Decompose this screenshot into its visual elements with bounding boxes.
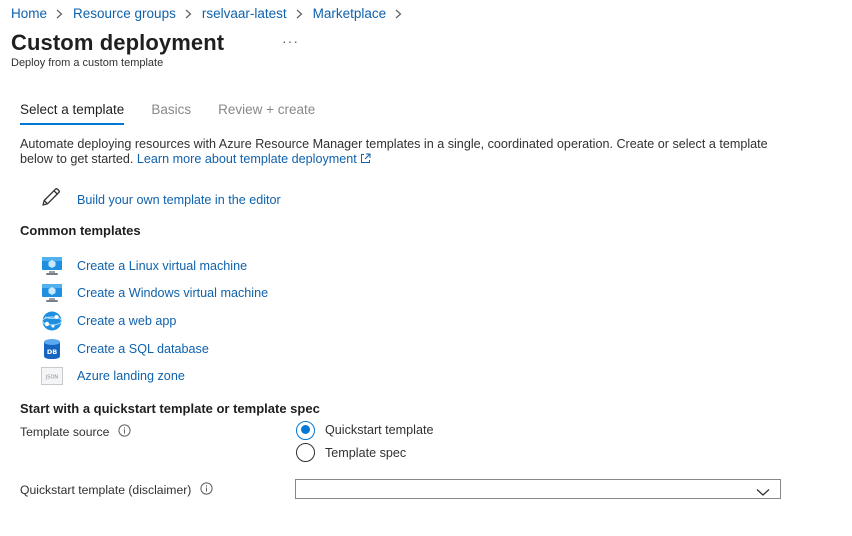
breadcrumb-home[interactable]: Home [11, 6, 48, 21]
description-text: Automate deploying resources with Azure Resource Manager templates in a single, coordinated operation. Create or select a template below to get started. [20, 137, 768, 166]
learn-more-link[interactable] [137, 152, 371, 166]
template-web-app-label: Create a web app [77, 313, 177, 328]
chevron-right-icon [395, 7, 403, 21]
more-options-button[interactable]: ··· [282, 33, 299, 49]
info-icon[interactable] [118, 424, 131, 440]
sql-database-icon [41, 338, 63, 360]
common-templates-heading: Common templates [20, 223, 141, 238]
template-web-app[interactable] [41, 307, 268, 335]
template-linux-vm[interactable] [41, 252, 268, 280]
template-windows-vm-label: Create a Windows virtual machine [77, 286, 269, 301]
json-file-icon-text: JSON [45, 374, 59, 381]
template-linux-vm-label: Create a Linux virtual machine [77, 258, 248, 273]
template-source-radio-group [296, 419, 434, 464]
radio-circle[interactable] [296, 421, 315, 440]
tab-review-create[interactable]: Review + create [218, 102, 316, 117]
breadcrumb-marketplace[interactable]: Marketplace [312, 6, 387, 21]
info-icon[interactable] [200, 482, 213, 498]
chevron-right-icon [185, 7, 193, 21]
template-azure-landing-zone[interactable] [41, 362, 268, 390]
wizard-tabs [20, 102, 342, 125]
template-source-label-text: Template source [20, 425, 110, 439]
virtual-machine-icon [41, 255, 63, 277]
json-file-icon [41, 365, 63, 387]
template-windows-vm[interactable] [41, 280, 268, 308]
chevron-right-icon [296, 7, 304, 21]
quickstart-template-label [20, 482, 213, 498]
virtual-machine-icon [41, 282, 63, 304]
web-app-icon [41, 310, 63, 332]
pencil-icon [40, 186, 62, 213]
breadcrumb-resource-group[interactable]: rselvaar-latest [201, 6, 287, 21]
quickstart-template-label-text: Quickstart template (disclaimer) [20, 483, 192, 497]
quickstart-heading: Start with a quickstart template or template spec [20, 401, 320, 416]
radio-template-spec-label: Template spec [325, 445, 407, 460]
radio-circle[interactable] [296, 443, 315, 462]
external-link-icon [360, 153, 371, 168]
breadcrumb [11, 6, 412, 21]
common-templates-list [41, 252, 268, 390]
template-source-label [20, 424, 131, 440]
template-sql-database-label: Create a SQL database [77, 341, 209, 356]
radio-template-spec[interactable] [296, 442, 434, 464]
breadcrumb-resource-groups[interactable]: Resource groups [73, 6, 176, 21]
quickstart-template-dropdown[interactable] [295, 479, 781, 499]
tab-select-template[interactable]: Select a template [20, 102, 124, 125]
build-own-template-link[interactable] [40, 186, 281, 213]
template-azure-landing-zone-label: Azure landing zone [77, 369, 185, 384]
radio-quickstart-template-label: Quickstart template [325, 423, 434, 437]
svg-text:DB: DB [46, 347, 58, 356]
page-title: Custom deployment [11, 30, 225, 55]
learn-more-link-label: Learn more about template deployment [136, 152, 357, 166]
chevron-down-icon [756, 484, 770, 502]
tab-basics[interactable]: Basics [151, 102, 192, 117]
page-subtitle: Deploy from a custom template [11, 57, 164, 69]
chevron-right-icon [56, 7, 64, 21]
description [20, 137, 800, 168]
radio-quickstart-template[interactable] [296, 419, 434, 441]
build-own-template-label: Build your own template in the editor [77, 192, 281, 207]
template-sql-database[interactable] [41, 335, 268, 363]
